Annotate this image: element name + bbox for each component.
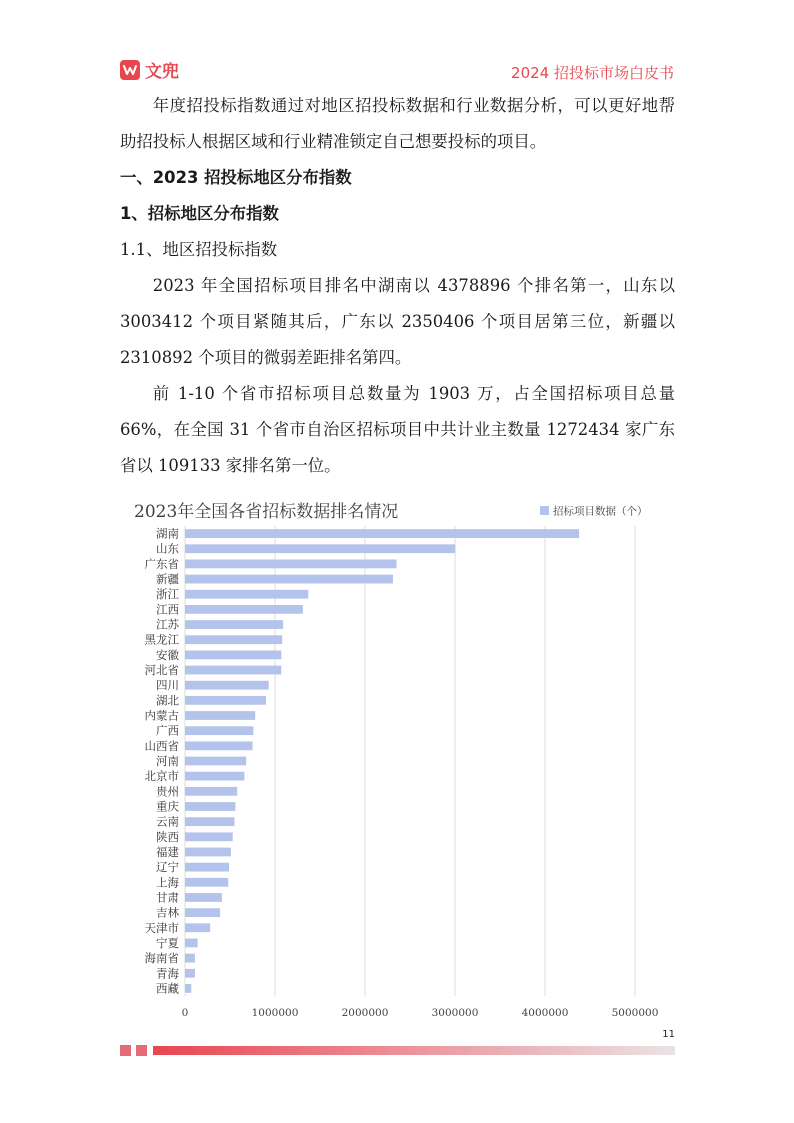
x-tick-label: 4000000 — [521, 1007, 569, 1019]
category-label: 江苏 — [156, 617, 179, 632]
category-label: 黑龙江 — [144, 632, 179, 647]
x-tick-label: 5000000 — [611, 1007, 659, 1019]
category-label: 江西 — [156, 602, 179, 617]
bar — [185, 635, 282, 644]
footer-square-icon — [136, 1045, 147, 1056]
bar — [185, 575, 393, 584]
category-label: 内蒙古 — [144, 708, 179, 723]
sub-subsection-heading: 1.1、地区招投标指数 — [120, 240, 278, 259]
footer-gradient-bar — [153, 1046, 675, 1055]
bar — [185, 620, 283, 629]
x-tick-label: 0 — [181, 1007, 189, 1019]
section-heading: 一、2023 招投标地区分布指数 — [120, 168, 352, 187]
bar — [185, 757, 246, 766]
page-content — [120, 88, 675, 484]
bar — [185, 696, 266, 705]
bar — [185, 908, 220, 917]
page-header — [0, 0, 794, 90]
category-label: 宁夏 — [156, 935, 179, 950]
intro-paragraph: 年度招投标指数通过对地区招投标数据和行业数据分析，可以更好地帮助招投标人根据区域和行业精准锁定自己想要投标的项目。 — [120, 96, 675, 151]
bar — [185, 560, 397, 569]
category-label: 四川 — [156, 678, 179, 693]
bar — [185, 666, 281, 675]
category-label: 广西 — [156, 723, 179, 738]
bar — [185, 923, 210, 932]
category-label: 福建 — [156, 844, 179, 859]
bar — [185, 863, 229, 872]
bar — [185, 984, 191, 993]
bar — [185, 969, 195, 978]
document-title: 2024 招投标市场白皮书 — [511, 64, 674, 82]
category-label: 西藏 — [156, 981, 179, 996]
category-label: 河南 — [156, 754, 179, 768]
page-footer — [120, 1029, 675, 1060]
category-label: 河北省 — [144, 663, 179, 678]
footer-square-icon — [120, 1045, 131, 1056]
category-label: 山西省 — [144, 738, 179, 753]
summary-paragraph: 前 1-10 个省市招标项目总数量为 1903 万，占全国招标项目总量 66%，在全国 31 个省市自治区招标项目中共计业主数量 1272434 家广东省以 109133 家排名第一位。 — [120, 384, 675, 475]
category-label: 安徽 — [156, 647, 179, 662]
x-tick-label: 2000000 — [341, 1007, 389, 1019]
category-label: 甘肃 — [156, 890, 179, 905]
bar — [185, 939, 198, 948]
bar — [185, 848, 231, 857]
wendou-logo-icon — [120, 60, 140, 80]
bar — [185, 802, 235, 811]
category-label: 广东省 — [144, 556, 179, 571]
bar — [185, 544, 455, 553]
ranking-paragraph: 2023 年全国招标项目排名中湖南以 4378896 个排名第一，山东以 3003412 个项目紧随其后，广东以 2350406 个项目居第三位，新疆以 2310892 个项目的微弱差距排名第四。 — [120, 276, 675, 367]
bar — [185, 605, 303, 614]
bar — [185, 787, 237, 796]
category-label: 云南 — [156, 814, 179, 829]
bar — [185, 893, 222, 902]
x-tick-label: 3000000 — [431, 1007, 479, 1019]
bar — [185, 878, 228, 887]
bar — [185, 832, 233, 841]
category-label: 贵州 — [156, 784, 179, 799]
x-tick-label: 1000000 — [251, 1007, 299, 1019]
legend-label: 招标项目数据（个） — [553, 505, 648, 518]
chart-title: 2023年全国各省招标数据排名情况 — [134, 502, 399, 522]
category-label: 青海 — [156, 966, 179, 981]
bar — [185, 529, 579, 538]
category-label: 海南省 — [144, 951, 179, 966]
bar — [185, 741, 253, 750]
bar — [185, 726, 253, 735]
bar-chart-svg — [120, 494, 675, 1024]
page-number: 11 — [662, 1029, 675, 1040]
category-label: 天津市 — [144, 920, 179, 935]
bar — [185, 650, 281, 659]
category-label: 山东 — [156, 541, 179, 556]
bar — [185, 590, 308, 599]
logo-text: 文兜 — [145, 62, 179, 82]
legend-swatch — [540, 506, 549, 515]
bar — [185, 817, 235, 826]
category-label: 上海 — [156, 875, 179, 890]
category-label: 新疆 — [156, 572, 179, 587]
category-label: 重庆 — [156, 799, 179, 814]
bar — [185, 711, 255, 720]
province-ranking-chart — [120, 494, 675, 1024]
brand-logo — [120, 57, 179, 82]
bar — [185, 681, 269, 690]
category-label: 陕西 — [156, 829, 179, 844]
bar — [185, 954, 195, 963]
category-label: 湖南 — [156, 526, 179, 541]
category-label: 北京市 — [144, 769, 179, 784]
category-label: 吉林 — [156, 905, 179, 920]
bar — [185, 772, 244, 781]
subsection-heading: 1、招标地区分布指数 — [120, 204, 279, 223]
category-label: 浙江 — [156, 587, 179, 602]
category-label: 湖北 — [156, 693, 179, 708]
category-label: 辽宁 — [156, 860, 179, 875]
